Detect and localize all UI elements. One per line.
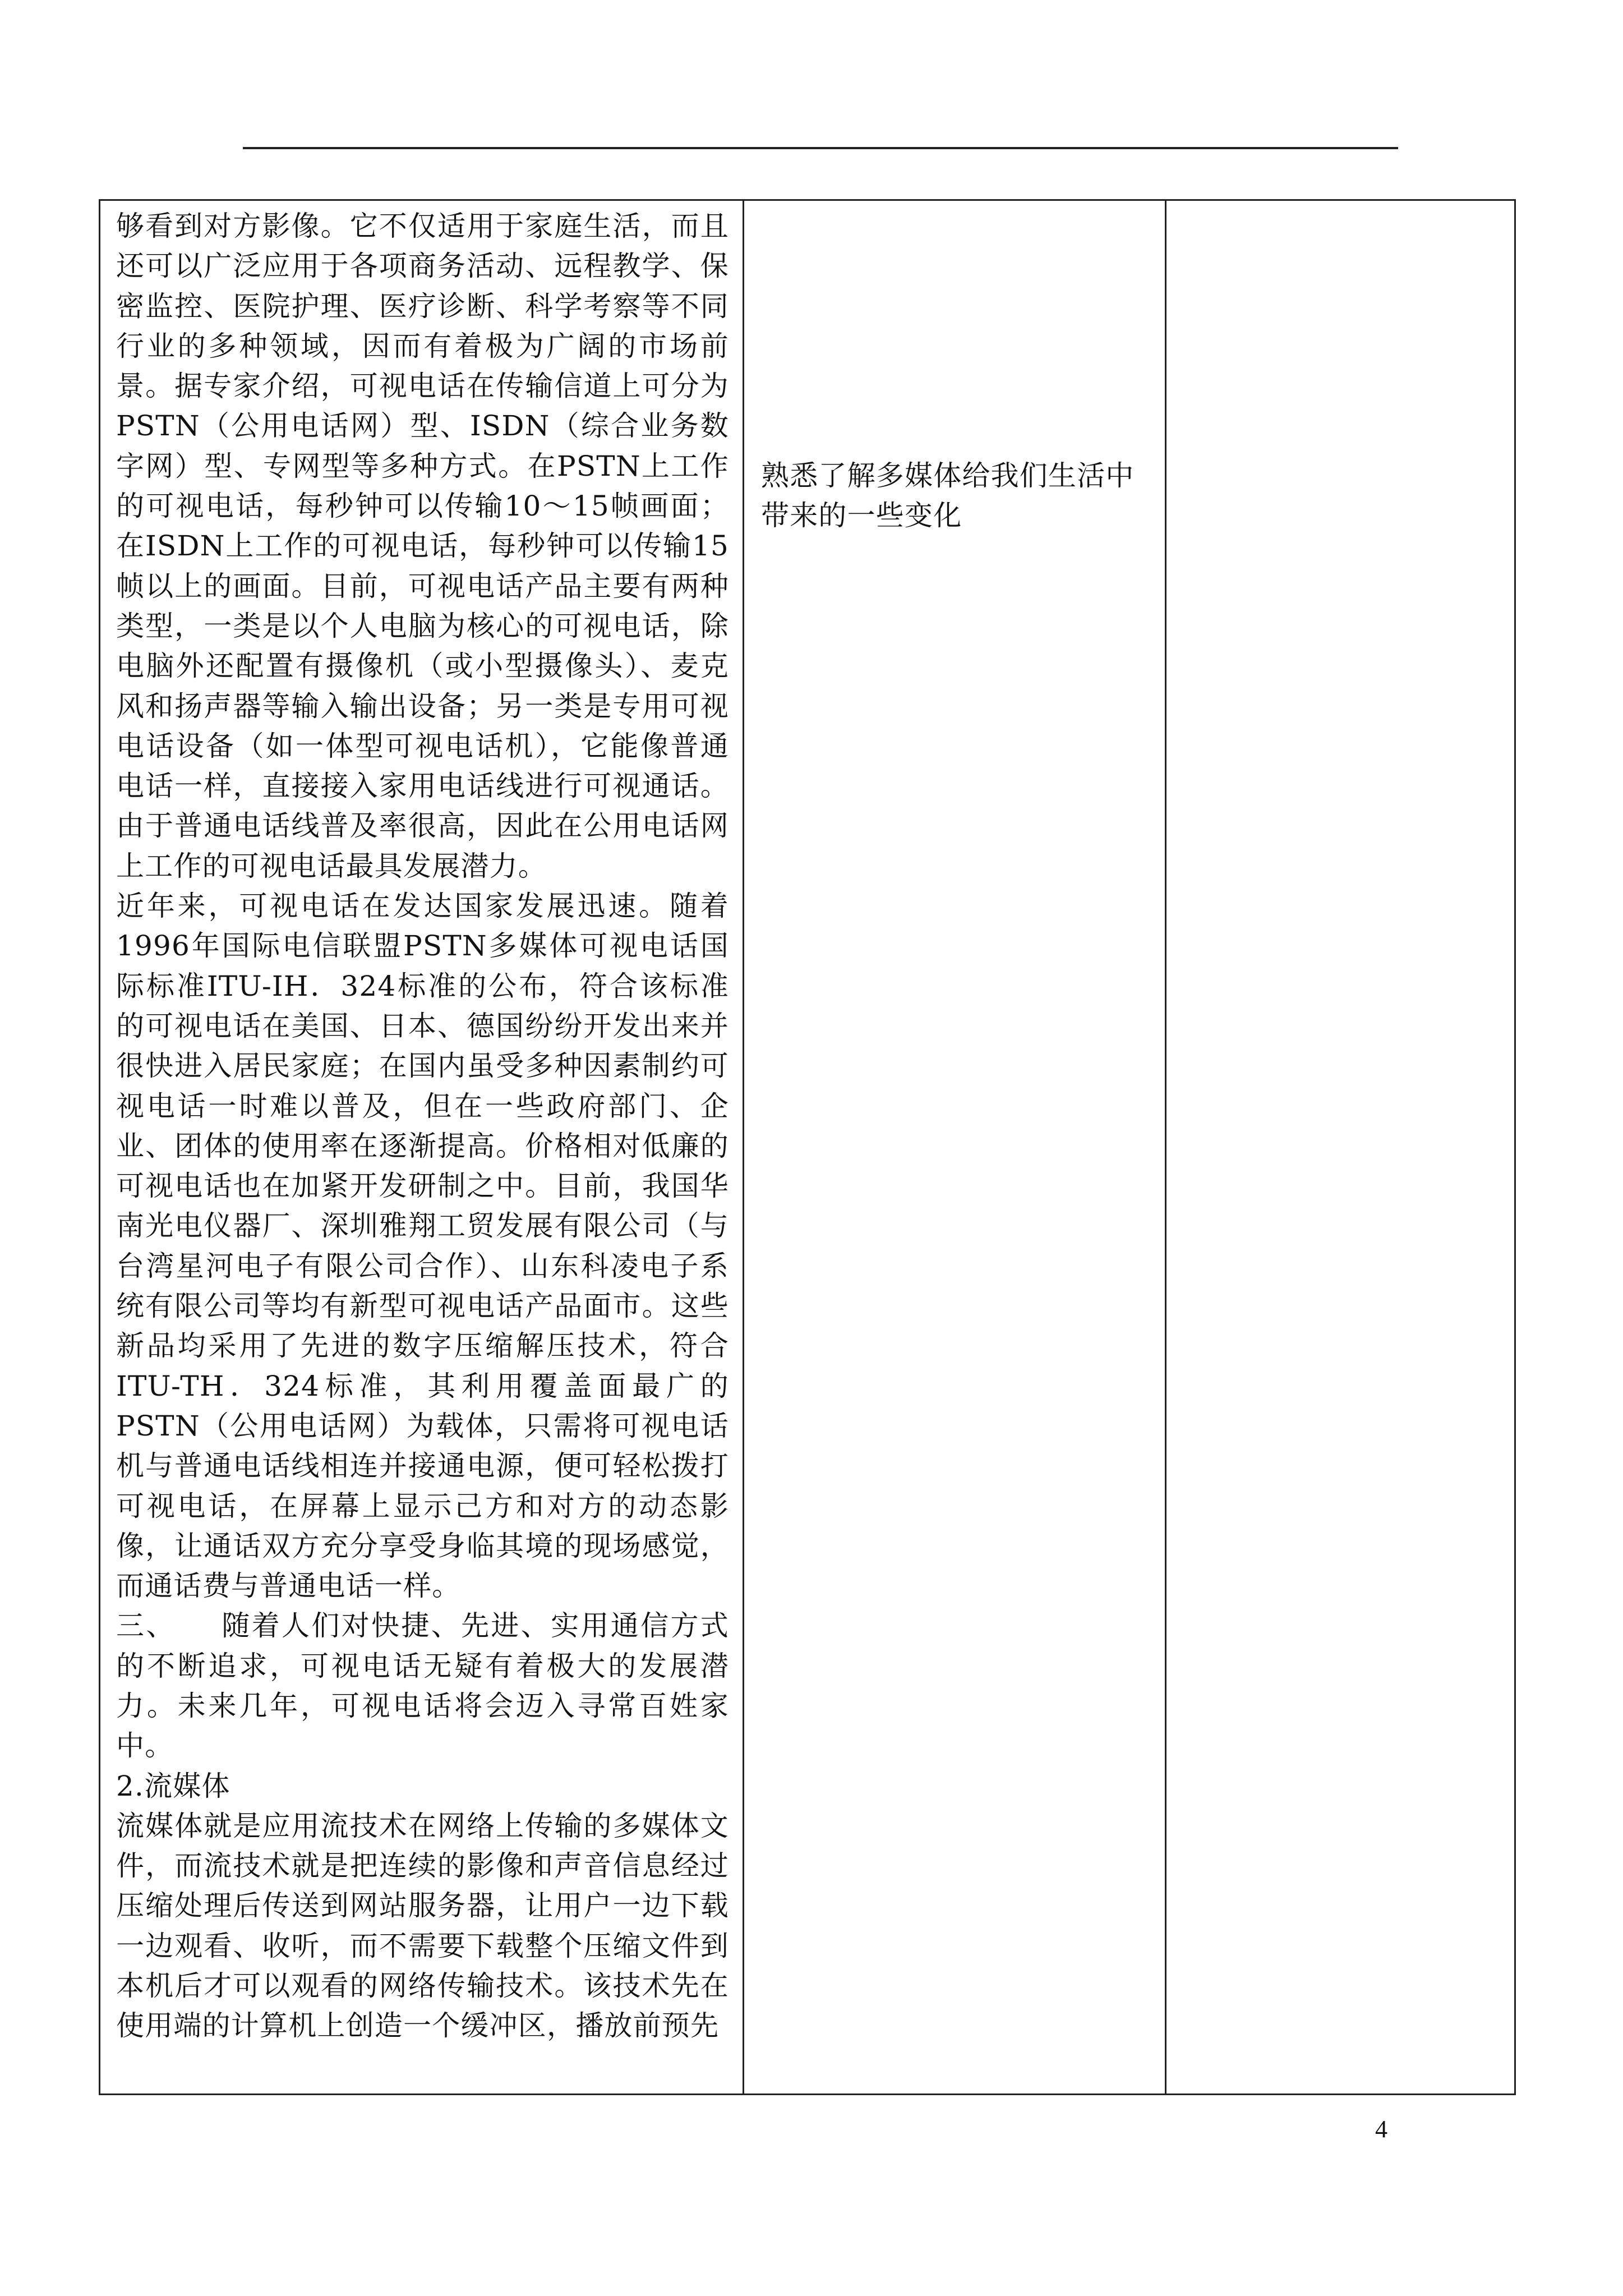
- lesson-plan-table: [99, 199, 1516, 2095]
- goal-text: 熟悉了解多媒体给我们生活中带来的一些变化: [761, 459, 1135, 532]
- header-rule: [243, 147, 1398, 149]
- section-heading-streaming-media: 2.流媒体: [116, 1769, 230, 1802]
- goal-cell: [744, 200, 1166, 2095]
- table-row: [100, 200, 1515, 2095]
- content-cell: [100, 200, 744, 2095]
- note-cell: [1166, 200, 1515, 2095]
- paragraph-videophone-development: 近年来，可视电话在发达国家发展迅速。随着1996年国际电信联盟PSTN多媒体可视电话国际标准ITU-IH．324标准的公布，符合该标准的可视电话在美国、日本、德国纷纷开发出来并很快进入居民家庭；在国内虽受多种因素制约可视电话一时难以普及，但在一些政府部门、企业、团体的使用率在逐渐提高。价格相对低廉的可视电话也在加紧开发研制之中。目前，我国华南光电仪器厂、深圳雅翔工贸发展有限公司（与台湾星河电子有限公司合作）、山东科凌电子系统有限公司等均有新型可视电话产品面市。这些新品均采用了先进的数字压缩解压技术，符合ITU-TH．324标准，其利用覆盖面最广的PSTN（公用电话网）为载体，只需将可视电话机与普通电话线相连并接通电源，便可轻松拨打可视电话，在屏幕上显示己方和对方的动态影像，让通话双方充分享受身临其境的现场感觉，而通话费与普通电话一样。: [116, 890, 729, 1603]
- paragraph-videophone-intro: 够看到对方影像。它不仅适用于家庭生活，而且还可以广泛应用于各项商务活动、远程教学、保密监控、医院护理、医疗诊断、科学考察等不同行业的多种领域，因而有着极为广阔的市场前景。据专家介绍，可视电话在传输信道上可分为PSTN（公用电话网）型、ISDN（综合业务数字网）型、专网型等多种方式。在PSTN上工作的可视电话，每秒钟可以传输10～15帧画面；在ISDN上工作的可视电话，每秒钟可以传输15帧以上的画面。目前，可视电话产品主要有两种类型，一类是以个人电脑为核心的可视电话，除电脑外还配置有摄像机（或小型摄像头）、麦克风和扬声器等输入输出设备；另一类是专用可视电话设备（如一体型可视电话机），它能像普通电话一样，直接接入家用电话线进行可视通话。由于普通电话线普及率很高，因此在公用电话网上工作的可视电话最具发展潜力。: [116, 210, 729, 882]
- content-text: [100, 201, 743, 2046]
- paragraph-videophone-outlook: 三、 随着人们对快捷、先进、实用通信方式的不断追求，可视电话无疑有着极大的发展潜力。未来几年，可视电话将会迈入寻常百姓家中。: [116, 1609, 729, 1763]
- page-number: 4: [1375, 2115, 1387, 2143]
- paragraph-streaming-media: 流媒体就是应用流技术在网络上传输的多媒体文件，而流技术就是把连续的影像和声音信息经过压缩处理后传送到网站服务器，让用户一边下载一边观看、收听，而不需要下载整个压缩文件到本机后才可以观看的网络传输技术。该技术先在使用端的计算机上创造一个缓冲区，播放前预先: [116, 1809, 729, 2042]
